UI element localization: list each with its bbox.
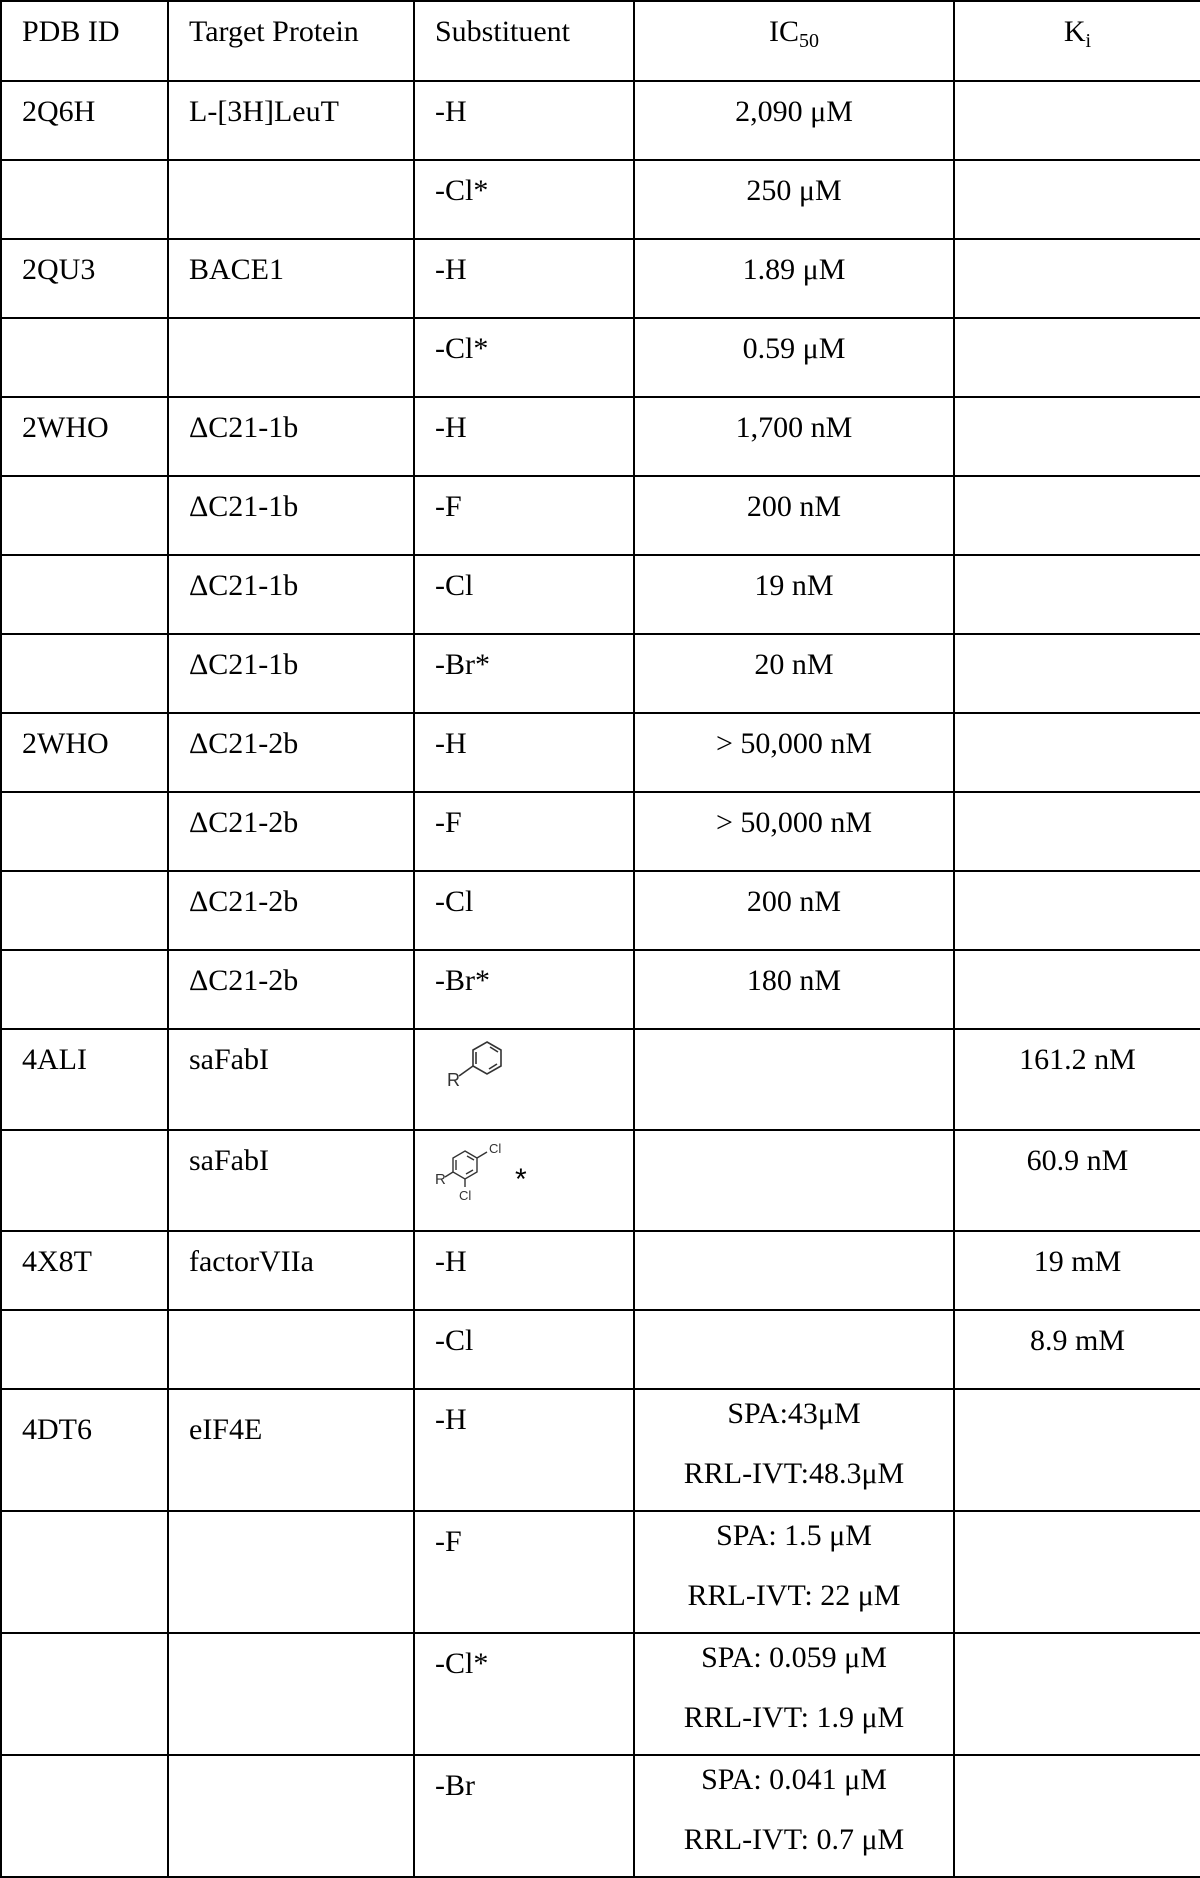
cell-target-protein: ΔC21-2b [168,950,414,1029]
table-row [1,713,1200,792]
cell-substituent: -H [414,1231,634,1310]
cell-target-protein: ΔC21-1b [168,476,414,555]
cell-pdb-id: 2QU3 [1,239,168,318]
phenyl-structure [435,1030,515,1108]
cell-ic50 [634,1511,954,1633]
cell-ic50: 19 nM [634,555,954,634]
cell-substituent: -H [414,81,634,160]
dichlorophenyl-ring-icon [435,1137,515,1211]
table-row [1,1389,1200,1511]
cell-ic50: 1,700 nM [634,397,954,476]
cell-target-protein: ΔC21-1b [168,634,414,713]
cell-target-protein [168,160,414,239]
table-row [1,318,1200,397]
ic50-rrl-ivt-value: RRL-IVT: 1.9 μM [683,1701,905,1734]
cell-ki [954,1511,1200,1633]
selected-marker: * [515,1163,527,1196]
cell-pdb-id [1,1310,168,1389]
cell-substituent: -H [414,1389,634,1511]
cell-ic50: 180 nM [634,950,954,1029]
cell-substituent: -F [414,1511,634,1633]
table-row [1,950,1200,1029]
cell-substituent: -F [414,792,634,871]
dichloro-r-label: R [435,1171,446,1188]
cell-ic50 [634,1029,954,1130]
header-ic50 [634,1,954,81]
cell-ic50: > 50,000 nM [634,792,954,871]
table-row [1,1511,1200,1633]
cell-ki [954,81,1200,160]
header-pdb-id: PDB ID [1,1,168,81]
cell-ic50 [634,1755,954,1877]
table-row [1,239,1200,318]
cell-ki [954,555,1200,634]
table-row [1,1755,1200,1877]
cell-ki [954,871,1200,950]
cell-ki [954,1389,1200,1511]
cell-ki [954,634,1200,713]
header-ki [954,1,1200,81]
cell-ic50: 200 nM [634,871,954,950]
cell-ic50: 250 μM [634,160,954,239]
cell-target-protein: BACE1 [168,239,414,318]
table-row [1,1029,1200,1130]
cell-target-protein: ΔC21-1b [168,397,414,476]
cell-ki: 161.2 nM [954,1029,1200,1130]
cell-pdb-id [1,476,168,555]
table-row [1,555,1200,634]
cell-pdb-id: 2WHO [1,397,168,476]
cell-pdb-id [1,1511,168,1633]
cell-pdb-id [1,160,168,239]
header-ic50-main: IC [769,15,799,48]
cell-ic50: > 50,000 nM [634,713,954,792]
cell-substituent: -F [414,476,634,555]
cell-ki: 60.9 nM [954,1130,1200,1231]
cell-substituent: -H [414,239,634,318]
cell-ki [954,160,1200,239]
cell-pdb-id: 2WHO [1,713,168,792]
cell-ic50: 2,090 μM [634,81,954,160]
cell-ki [954,713,1200,792]
header-substituent: Substituent [414,1,634,81]
cell-ki: 8.9 mM [954,1310,1200,1389]
phenyl-r-label: R [447,1070,460,1090]
cell-target-protein: ΔC21-1b [168,555,414,634]
cell-pdb-id [1,634,168,713]
cell-ki [954,239,1200,318]
table-row [1,81,1200,160]
cell-substituent: -H [414,713,634,792]
cell-ic50: 20 nM [634,634,954,713]
cell-target-protein: saFabI [168,1130,414,1231]
cell-pdb-id [1,950,168,1029]
cell-pdb-id: 4DT6 [1,1389,168,1511]
cell-ic50 [634,1310,954,1389]
ic50-spa-value: SPA: 1.5 μM [716,1519,872,1552]
table-row [1,476,1200,555]
cell-ki: 19 mM [954,1231,1200,1310]
cell-ic50: 1.89 μM [634,239,954,318]
table-row [1,634,1200,713]
cell-pdb-id: 4X8T [1,1231,168,1310]
table-row [1,1231,1200,1310]
cell-ki [954,318,1200,397]
cell-ki [954,792,1200,871]
cell-ic50 [634,1231,954,1310]
table-row [1,397,1200,476]
cell-pdb-id [1,1755,168,1877]
table-row [1,160,1200,239]
ic50-spa-value: SPA: 0.059 μM [701,1641,887,1674]
cell-ic50: 0.59 μM [634,318,954,397]
cell-target-protein: ΔC21-2b [168,713,414,792]
header-ic50-sub: 50 [799,30,819,52]
cell-substituent: -Cl [414,1310,634,1389]
header-ki-sub: i [1085,30,1092,52]
cl-label-bottom: Cl [459,1188,472,1203]
cell-ki [954,950,1200,1029]
cell-target-protein [168,1633,414,1755]
cell-ki [954,397,1200,476]
cell-substituent: -Cl* [414,318,634,397]
cell-pdb-id [1,792,168,871]
cell-ic50 [634,1389,954,1511]
ic50-spa-value: SPA:43μM [727,1397,861,1430]
cell-target-protein [168,1310,414,1389]
cell-ki [954,476,1200,555]
cell-target-protein [168,318,414,397]
cell-substituent: -Cl* [414,1633,634,1755]
table-row [1,871,1200,950]
cell-pdb-id [1,1130,168,1231]
cell-ki [954,1633,1200,1755]
ic50-spa-value: SPA: 0.041 μM [701,1763,887,1796]
cell-substituent: -Br* [414,950,634,1029]
cell-substituent: -H [414,397,634,476]
cell-pdb-id [1,318,168,397]
cell-pdb-id [1,555,168,634]
header-row [1,1,1200,81]
cell-ki [954,1755,1200,1877]
cell-pdb-id [1,1633,168,1755]
ic50-rrl-ivt-value: RRL-IVT: 22 μM [687,1579,901,1612]
table-row [1,1633,1200,1755]
ic50-rrl-ivt-value: RRL-IVT: 0.7 μM [683,1823,905,1856]
table-row [1,792,1200,871]
cell-target-protein: L-[3H]LeuT [168,81,414,160]
header-ki-main: K [1063,15,1086,48]
cell-substituent: -Cl* [414,160,634,239]
cell-ic50: 200 nM [634,476,954,555]
dichlorophenyl-structure [435,1131,527,1209]
cell-target-protein: ΔC21-2b [168,792,414,871]
cell-target-protein: saFabI [168,1029,414,1130]
table-row [1,1310,1200,1389]
cell-target-protein [168,1755,414,1877]
cell-substituent-structure [414,1029,634,1130]
cell-pdb-id [1,871,168,950]
cell-pdb-id: 4ALI [1,1029,168,1130]
header-target-protein: Target Protein [168,1,414,81]
cell-substituent: -Cl [414,555,634,634]
cell-substituent: -Br [414,1755,634,1877]
cl-label-top: Cl [489,1141,502,1156]
cell-ic50 [634,1130,954,1231]
cell-target-protein [168,1511,414,1633]
cell-substituent: -Cl [414,871,634,950]
cell-target-protein: eIF4E [168,1389,414,1511]
phenyl-ring-icon [435,1036,515,1094]
cell-pdb-id: 2Q6H [1,81,168,160]
cell-substituent-structure [414,1130,634,1231]
cell-target-protein: factorVIIa [168,1231,414,1310]
table-row [1,1130,1200,1231]
cell-ic50 [634,1633,954,1755]
ic50-rrl-ivt-value: RRL-IVT:48.3μM [683,1457,905,1490]
cell-substituent: -Br* [414,634,634,713]
cell-target-protein: ΔC21-2b [168,871,414,950]
